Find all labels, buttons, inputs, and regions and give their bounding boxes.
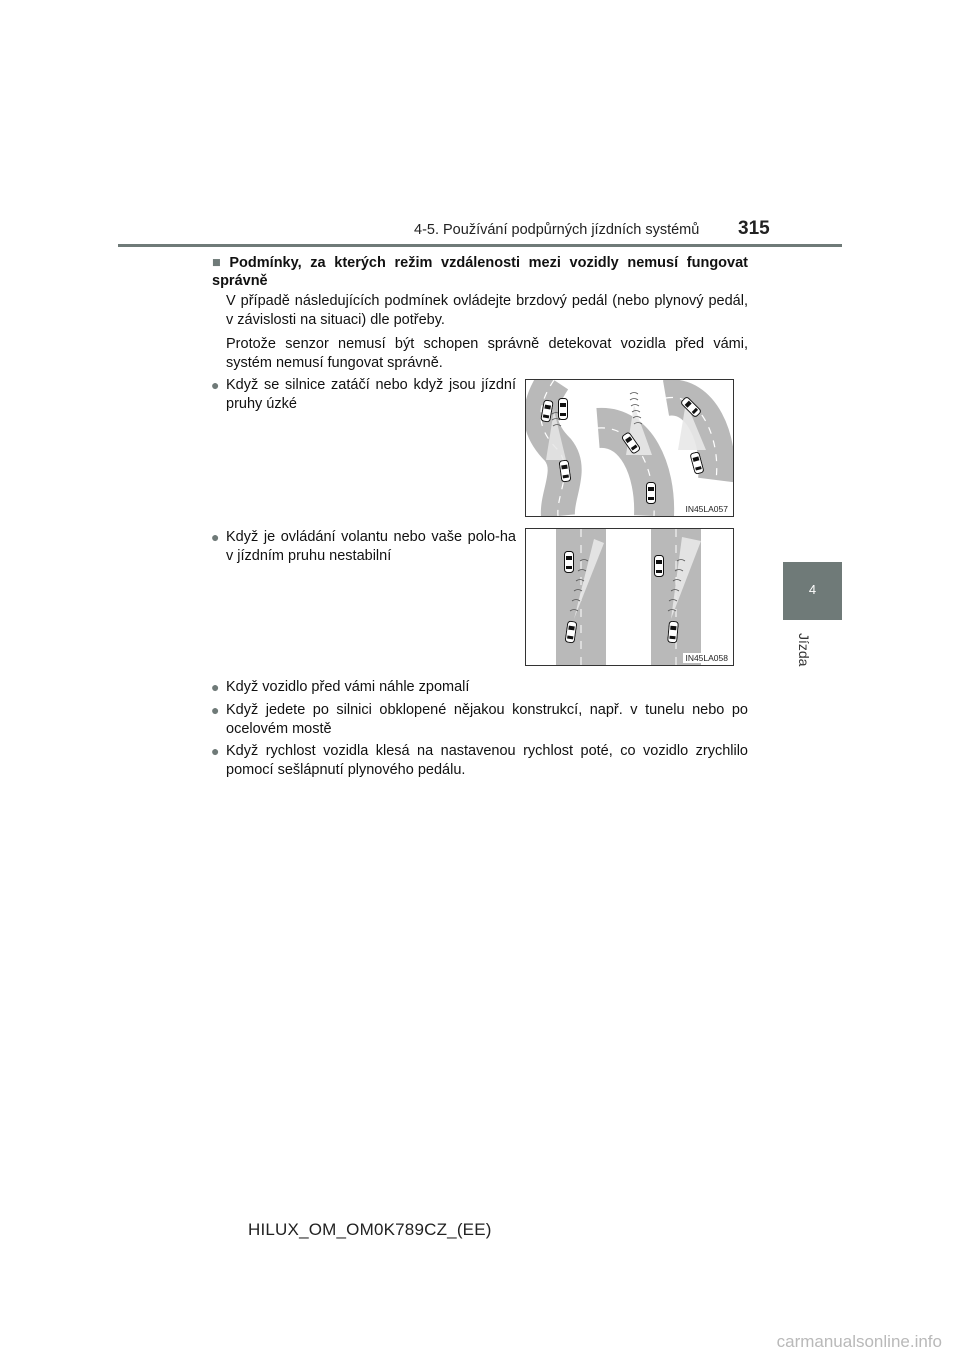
figure-lane-unstable [525,528,734,666]
figure-code: IN45LA057 [685,504,728,514]
bullet-dot-icon: ● [211,702,220,718]
bullet-item-3 [211,678,748,697]
chapter-label: Jízda [796,633,812,667]
section-heading [212,254,748,290]
footer-doc-id: HILUX_OM_OM0K789CZ_(EE) [248,1220,492,1239]
bullet-item-1 [211,376,516,413]
bullet-dot-icon: ● [211,679,220,695]
paragraph-1: V případě následujících podmínek ovládejte brzdový pedál (nebo plynový pedál, v závislosti na situaci) dle potřeby. [226,293,748,328]
bullet-text: Když je ovládání volantu nebo vaše polo-ha v jízdním pruhu nestabilní [226,529,516,564]
bullet-dot-icon: ● [211,529,220,545]
chapter-tab [783,562,842,620]
bullet-text: Když se silnice zatáčí nebo když jsou jízdní pruhy úzké [226,377,516,412]
bullet-text: Když jedete po silnici obklopené nějakou konstrukcí, např. v tunelu nebo po ocelovém mostě [226,702,748,737]
curved-roads-illustration [526,380,733,516]
bullet-item-5 [211,742,748,779]
figure-curved-roads [525,379,734,517]
header-section-title: 4-5. Používání podpůrných jízdních systémů [414,222,700,238]
bullet-item-4 [211,701,748,738]
header-rule [118,244,842,247]
bullet-text: Když vozidlo před vámi náhle zpomalí [226,679,470,695]
lane-unstable-illustration [526,529,733,665]
bullet-dot-icon: ● [211,377,220,393]
bullet-dot-icon: ● [211,743,220,759]
paragraph-2: Protože senzor nemusí být schopen správně detekovat vozidla před vámi, systém nemusí fungovat správně. [226,336,748,371]
watermark: carmanualsonline.info [776,1332,942,1351]
bullet-text: Když rychlost vozidla klesá na nastavenou rychlost poté, co vozidlo zrychlilo pomocí sešlápnutí plynového pedálu. [226,743,748,778]
heading-text: Podmínky, za kterých režim vzdálenosti mezi vozidly nemusí fungovat správně [212,255,748,289]
chapter-number: 4 [808,582,817,597]
bullet-item-2 [211,528,516,565]
page-number: 315 [738,218,770,239]
figure-code: IN45LA058 [685,653,728,663]
heading-square-icon: ■ [212,255,226,271]
